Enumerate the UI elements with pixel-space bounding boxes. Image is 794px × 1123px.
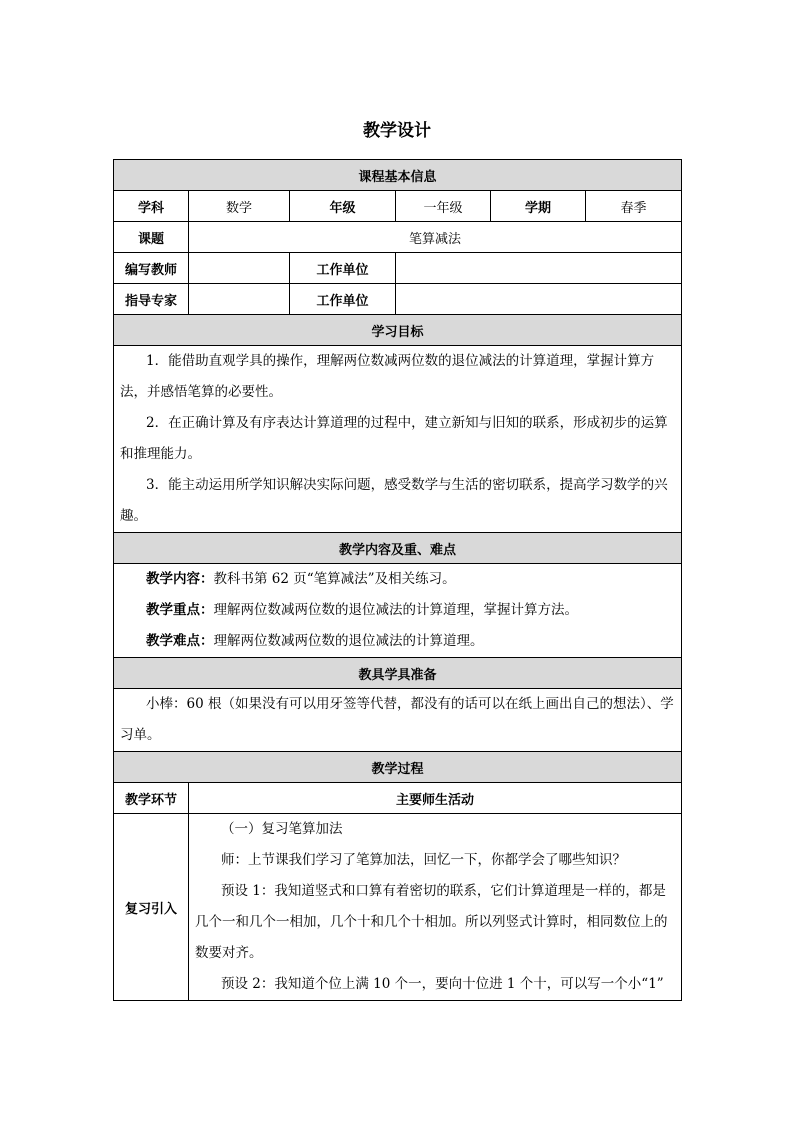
activity-column-header: 主要师生活动 xyxy=(189,783,682,814)
basic-info-header: 课程基本信息 xyxy=(114,160,682,191)
author-label: 编写教师 xyxy=(114,253,189,284)
content-text: 理解两位数减两位数的退位减法的计算道理。 xyxy=(213,633,484,649)
term-value: 春季 xyxy=(586,191,682,222)
content-item xyxy=(120,595,675,626)
activity-line: 预设 1：我知道竖式和口算有着密切的联系，它们计算道理是一样的，都是几个一和几个一相加，几个十和几个十相加。所以列竖式计算时，相同数位上的数要对齐。 xyxy=(195,883,668,961)
goals-body xyxy=(114,346,682,533)
activity-body xyxy=(189,814,682,1001)
content-item xyxy=(120,626,675,657)
page-title: 教学设计 xyxy=(363,121,431,141)
activity-line: 预设 2：我知道个位上满 10 个一，要向十位进 1 个十，可以写一个小“1” xyxy=(221,976,664,992)
lesson-plan-table xyxy=(113,159,682,1001)
goal-item: 1．能借助直观学具的操作，理解两位数减两位数的退位减法的计算道理，掌握计算方法，并感悟笔算的必要性。 xyxy=(120,353,655,400)
term-label: 学期 xyxy=(491,191,586,222)
content-label: 教学内容： xyxy=(146,571,214,587)
topic-value: 笔算减法 xyxy=(189,222,682,253)
process-header: 教学过程 xyxy=(114,752,682,783)
materials-header: 教具学具准备 xyxy=(114,658,682,689)
advisor-unit-label: 工作单位 xyxy=(290,284,396,315)
subject-label: 学科 xyxy=(114,191,189,222)
advisor-unit-value xyxy=(396,284,682,315)
author-unit-label: 工作单位 xyxy=(290,253,396,284)
activity-line: 师：上节课我们学习了笔算加法，回忆一下，你都学会了哪些知识？ xyxy=(221,852,626,868)
grade-value: 一年级 xyxy=(396,191,491,222)
materials-text: 小棒：60 根（如果没有可以用牙签等代替，都没有的话可以在纸上画出自己的想法）、学习单。 xyxy=(120,696,674,743)
content-text: 理解两位数减两位数的退位减法的计算道理，掌握计算方法。 xyxy=(213,602,578,618)
advisor-label: 指导专家 xyxy=(114,284,189,315)
goal-item: 2．在正确计算及有序表达计算道理的过程中，建立新知与旧知的联系，形成初步的运算和推理能力。 xyxy=(120,415,668,462)
grade-label: 年级 xyxy=(290,191,396,222)
materials-body xyxy=(114,689,682,752)
content-label: 教学重点： xyxy=(146,602,214,618)
advisor-value xyxy=(189,284,290,315)
activity-line: （一）复习笔算加法 xyxy=(221,821,343,837)
stage-column-header: 教学环节 xyxy=(114,783,189,814)
content-text: 教科书第 62 页“笔算减法”及相关练习。 xyxy=(213,571,456,587)
content-label: 教学难点： xyxy=(146,633,214,649)
topic-label: 课题 xyxy=(114,222,189,253)
content-body xyxy=(114,564,682,658)
content-item xyxy=(120,564,675,595)
author-unit-value xyxy=(396,253,682,284)
goal-item: 3．能主动运用所学知识解决实际问题，感受数学与生活的密切联系，提高学习数学的兴趣。 xyxy=(120,477,668,524)
content-header: 教学内容及重、难点 xyxy=(114,533,682,564)
stage-label: 复习引入 xyxy=(114,814,189,1001)
goals-header: 学习目标 xyxy=(114,315,682,346)
subject-value: 数学 xyxy=(189,191,290,222)
author-value xyxy=(189,253,290,284)
